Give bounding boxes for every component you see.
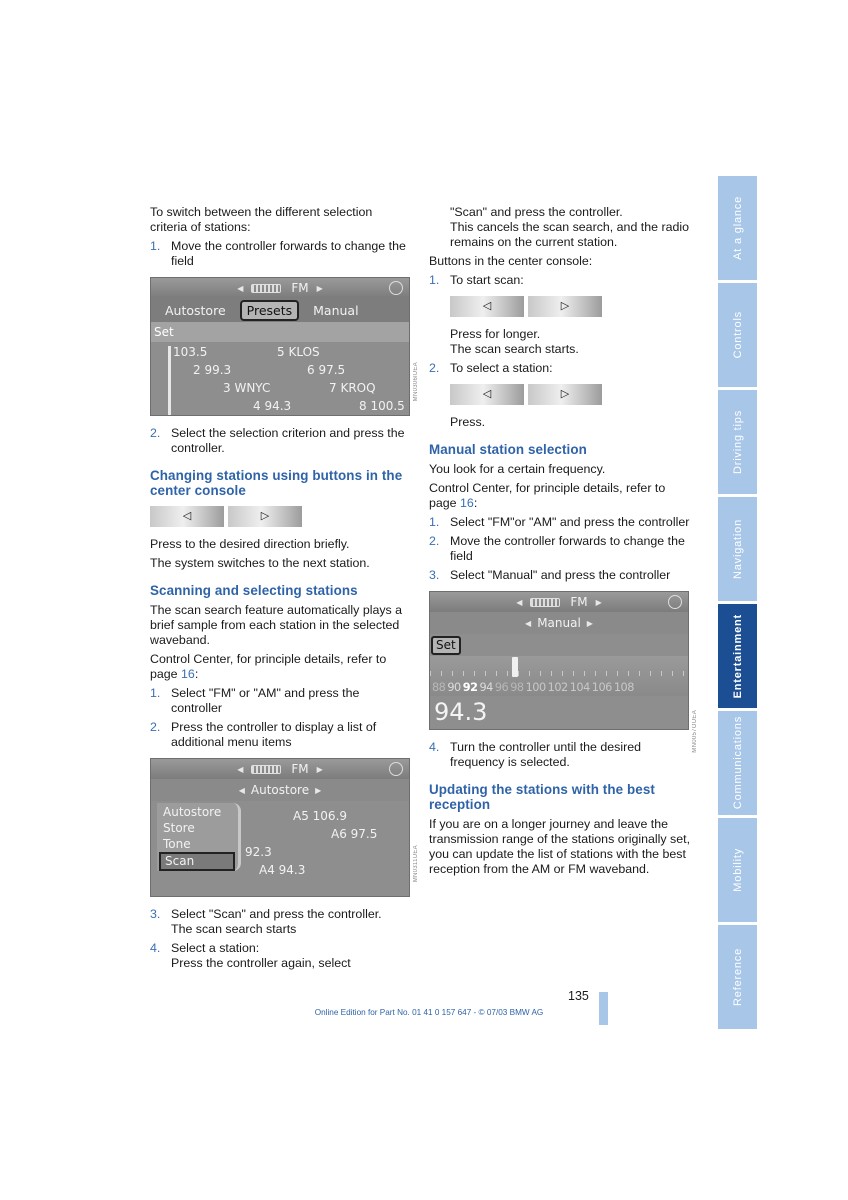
step-text: Select "FM"or "AM" and press the controller <box>450 515 690 529</box>
body-text: Press for longer. The scan search starts. <box>450 327 579 356</box>
step-item <box>150 720 412 750</box>
menu-item[interactable]: Tone <box>163 837 191 851</box>
step-text: To select a station: <box>450 361 553 375</box>
screen-header: ◀ FM ▶ <box>151 278 409 298</box>
console-buttons <box>150 506 412 527</box>
sub-label: Autostore <box>250 782 310 797</box>
tab-controls[interactable]: Controls <box>718 283 757 387</box>
footer: Online Edition for Part No. 01 41 0 157 647 - © 07/03 BMW AG <box>314 1008 544 1017</box>
step-item <box>150 426 412 456</box>
step-item <box>150 686 412 716</box>
tab-navigation[interactable]: Navigation <box>718 497 757 601</box>
step-number: 4. <box>429 740 440 754</box>
step-text: Select "FM" or "AM" and press the controller <box>171 686 360 715</box>
step-number: 2. <box>150 720 161 734</box>
set-label: Set <box>151 322 409 342</box>
presets-screen <box>150 277 410 416</box>
seek-right-button[interactable]: ▷ <box>228 506 302 527</box>
tab-at-a-glance[interactable]: At a glance <box>718 176 757 280</box>
body-text: The scan search feature automatically plays a brief sample from each station in the selected waveband. <box>150 603 403 647</box>
body-text: If you are on a longer journey and leave the transmission range of the stations originally set, you can update the list of stations with the best reception from the AM or FM waveband. <box>429 817 691 876</box>
console-buttons <box>429 296 691 317</box>
intro-text: To switch between the different selection criteria of stations: <box>150 205 373 234</box>
step-item <box>429 361 691 376</box>
body-text: Buttons in the center console: <box>429 254 593 268</box>
seek-right-button[interactable]: ▷ <box>528 296 602 317</box>
preset-item[interactable]: 5 KLOS <box>277 345 320 359</box>
tab-communications[interactable]: Communications <box>718 711 757 815</box>
station-item[interactable]: 92.3 <box>245 845 272 859</box>
scale-label: 92 <box>462 681 478 694</box>
heading-update: Updating the stations with the best reception <box>429 782 655 812</box>
scale-labels <box>432 680 634 695</box>
sub-header: ◀ Autostore ▶ <box>151 779 409 801</box>
tab-driving-tips[interactable]: Driving tips <box>718 390 757 494</box>
tab-entertainment[interactable]: Entertainment <box>718 604 757 708</box>
station-item[interactable]: A6 97.5 <box>331 827 378 841</box>
sub-header: ◀ Manual ▶ <box>430 612 688 634</box>
step-number: 2. <box>429 361 440 375</box>
step-item <box>150 907 412 937</box>
console-buttons <box>429 384 691 405</box>
preset-list <box>151 342 409 416</box>
chapter-tabs <box>718 176 757 1032</box>
right-column <box>429 205 691 881</box>
step-text: Turn the controller until the desired frequency is selected. <box>450 740 642 769</box>
seek-left-button[interactable]: ◁ <box>450 296 524 317</box>
preset-item[interactable]: 3 WNYC <box>223 381 271 395</box>
image-id: MN0057OUEA <box>692 710 698 753</box>
tab-reference[interactable]: Reference <box>718 925 757 1029</box>
scale-ticks <box>430 671 688 676</box>
seek-left-button[interactable]: ◁ <box>150 506 224 527</box>
screen-header: ◀ FM ▶ <box>430 592 688 612</box>
tab-presets[interactable]: Presets <box>240 300 300 321</box>
menu-item[interactable]: Autostore <box>163 805 222 819</box>
station-list <box>151 801 409 896</box>
page-link[interactable]: 16 <box>181 667 195 681</box>
preset-item[interactable]: 7 KROQ <box>329 381 376 395</box>
heading-buttons: Changing stations using buttons in the center console <box>150 468 403 498</box>
step-text: Select "Scan" and press the controller. The scan search starts <box>171 907 382 936</box>
scan-menu-screen <box>150 758 410 897</box>
current-frequency: 94.3 <box>430 696 688 729</box>
preset-item[interactable]: 8 100.5 <box>359 399 405 413</box>
tab-manual[interactable]: Manual <box>313 302 359 318</box>
step-item <box>150 941 412 971</box>
page-number: 135 <box>568 989 589 1003</box>
step-number: 1. <box>150 239 161 253</box>
step-item <box>429 515 691 530</box>
menu-icon <box>668 595 682 609</box>
step-number: 3. <box>429 568 440 582</box>
body-text: You look for a certain frequency. <box>429 462 606 476</box>
step-number: 2. <box>150 426 161 440</box>
step-number: 3. <box>150 907 161 921</box>
step-item <box>429 273 691 288</box>
scale-label: 90 <box>447 681 461 694</box>
heading-scan: Scanning and selecting stations <box>150 583 358 598</box>
scale-label: 106 <box>591 681 612 694</box>
image-id: MN0306lUEA <box>413 362 419 402</box>
screen-header: ◀ FM ▶ <box>151 759 409 779</box>
body-text: "Scan" and press the controller. This cancels the scan search, and the radio remains on the current station. <box>450 205 689 249</box>
preset-item[interactable]: 6 97.5 <box>307 363 346 377</box>
step-text: Select a station: Press the controller again, select <box>171 941 351 970</box>
station-item[interactable]: A4 94.3 <box>259 863 306 877</box>
scale-label: 88 <box>432 681 446 694</box>
popup-menu <box>157 803 241 871</box>
scale-label: 104 <box>569 681 590 694</box>
body-text: Press. <box>450 415 486 429</box>
preset-item[interactable]: 2 99.3 <box>193 363 232 377</box>
page-link[interactable]: 16 <box>460 496 474 510</box>
image-id: MN0311UEA <box>413 845 419 883</box>
step-item <box>429 740 691 770</box>
criteria-tabs <box>151 298 409 322</box>
body-text: Press to the desired direction briefly. <box>150 537 350 551</box>
heading-manual: Manual station selection <box>429 442 587 457</box>
seek-left-button[interactable]: ◁ <box>450 384 524 405</box>
scale-label: 102 <box>547 681 568 694</box>
step-text: Select the selection criterion and press the controller. <box>171 426 405 455</box>
set-row <box>430 634 688 656</box>
scale-label: 108 <box>613 681 634 694</box>
set-button[interactable]: Set <box>431 636 461 655</box>
body-text: The system switches to the next station. <box>150 556 370 570</box>
radio-icon <box>251 284 281 293</box>
step-text: Press the controller to display a list of additional menu items <box>171 720 377 749</box>
scale-label: 98 <box>510 681 524 694</box>
preset-item[interactable]: 103.5 <box>173 345 208 359</box>
left-column <box>150 205 412 975</box>
step-text: Select "Manual" and press the controller <box>450 568 671 582</box>
band-label: FM <box>291 761 309 776</box>
station-item[interactable]: A5 106.9 <box>293 809 348 823</box>
radio-icon <box>530 598 560 607</box>
tab-mobility[interactable]: Mobility <box>718 818 757 922</box>
scale-label: 94 <box>479 681 493 694</box>
frequency-scale <box>430 656 688 696</box>
step-text: Move the controller forwards to change the field <box>450 534 685 563</box>
body-text: Control Center, for principle details, refer to page 16: <box>429 481 666 510</box>
step-number: 4. <box>150 941 161 955</box>
band-label: FM <box>570 594 588 609</box>
step-number: 1. <box>150 686 161 700</box>
tab-autostore[interactable]: Autostore <box>165 302 226 318</box>
manual-screen <box>429 591 689 730</box>
scale-label: 96 <box>494 681 509 694</box>
scale-label: 100 <box>525 681 546 694</box>
step-item <box>429 568 691 583</box>
scroll-bar <box>168 346 171 416</box>
step-number: 2. <box>429 534 440 548</box>
sub-label: Manual <box>537 615 581 630</box>
step-item <box>150 239 412 269</box>
menu-item[interactable]: Store <box>163 821 195 835</box>
menu-icon <box>389 762 403 776</box>
step-number: 1. <box>429 273 440 287</box>
menu-icon <box>389 281 403 295</box>
seek-right-button[interactable]: ▷ <box>528 384 602 405</box>
menu-item-scan[interactable]: Scan <box>159 852 235 871</box>
radio-icon <box>251 765 281 774</box>
preset-item[interactable]: 4 94.3 <box>253 399 292 413</box>
step-item <box>429 534 691 564</box>
step-text: To start scan: <box>450 273 524 287</box>
body-text: Control Center, for principle details, refer to page 16: <box>150 652 387 681</box>
step-text: Move the controller forwards to change the field <box>171 239 406 268</box>
band-label: FM <box>291 280 309 295</box>
step-number: 1. <box>429 515 440 529</box>
